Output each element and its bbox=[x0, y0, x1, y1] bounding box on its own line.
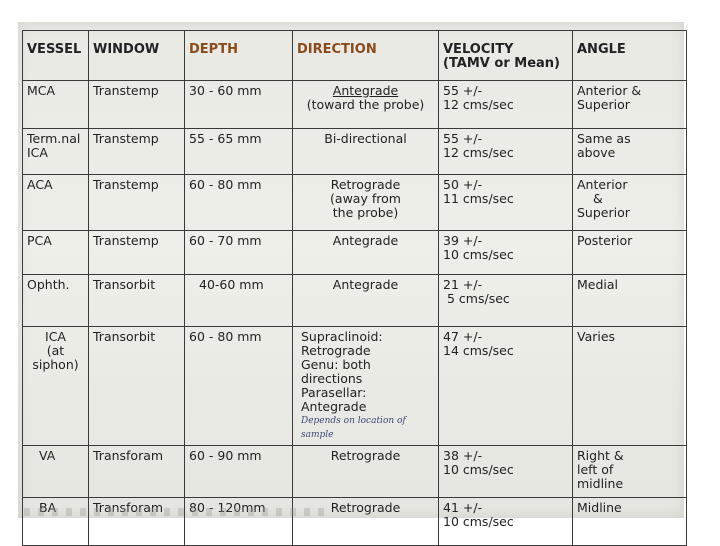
direction-line: Genu: both directions bbox=[301, 357, 371, 386]
cell-velocity bbox=[439, 327, 573, 446]
velocity-line: 11 cms/sec bbox=[443, 191, 514, 206]
cell-window: Transtemp bbox=[89, 175, 185, 231]
cell-depth: 60 - 80 mm bbox=[185, 175, 293, 231]
cell-vessel bbox=[23, 129, 89, 175]
velocity-line: 12 cms/sec bbox=[443, 97, 514, 112]
cell-vessel bbox=[23, 327, 89, 446]
direction-line: Parasellar: Antegrade bbox=[301, 385, 367, 414]
direction-line: Retrograde bbox=[330, 500, 401, 515]
cell-depth: 55 - 65 mm bbox=[185, 129, 293, 175]
cell-velocity bbox=[439, 275, 573, 327]
cell-vessel bbox=[23, 498, 89, 546]
cell-direction bbox=[293, 175, 439, 231]
cell-window: Transorbit bbox=[89, 327, 185, 446]
direction-line: (away from bbox=[330, 191, 401, 206]
direction-line: the probe) bbox=[332, 205, 399, 220]
header-row bbox=[23, 31, 687, 81]
vessel-name: siphon) bbox=[32, 357, 79, 372]
table-row bbox=[23, 175, 687, 231]
table-row bbox=[23, 498, 687, 546]
angle-line: Midline bbox=[577, 500, 622, 515]
vessel-name: VA bbox=[39, 448, 56, 463]
cell-depth: 30 - 60 mm bbox=[185, 81, 293, 129]
cell-velocity bbox=[439, 129, 573, 175]
cell-velocity bbox=[439, 231, 573, 275]
header-angle: ANGLE bbox=[573, 31, 687, 81]
header-depth: DEPTH bbox=[185, 31, 293, 81]
angle-line: above bbox=[577, 145, 616, 160]
table-row bbox=[23, 81, 687, 129]
cell-angle bbox=[573, 231, 687, 275]
cell-depth: 40-60 mm bbox=[185, 275, 293, 327]
vessel-name: ACA bbox=[27, 177, 53, 192]
velocity-line: 41 +/- bbox=[443, 500, 483, 515]
vessel-name: Term.nal bbox=[27, 131, 81, 146]
velocity-line: 21 +/- bbox=[443, 277, 483, 292]
vessel-name: ICA bbox=[27, 145, 48, 160]
velocity-line: 55 +/- bbox=[443, 83, 483, 98]
header-window: WINDOW bbox=[89, 31, 185, 81]
angle-line: Anterior bbox=[577, 177, 628, 192]
table-row bbox=[23, 446, 687, 498]
cell-angle bbox=[573, 81, 687, 129]
vessel-name: PCA bbox=[27, 233, 52, 248]
angle-line: & bbox=[593, 191, 603, 206]
direction-line: Retrograde bbox=[301, 343, 371, 358]
cell-angle bbox=[573, 446, 687, 498]
header-vessel: VESSEL bbox=[23, 31, 89, 81]
cell-velocity bbox=[439, 81, 573, 129]
angle-line: Anterior & bbox=[577, 83, 642, 98]
cell-vessel bbox=[23, 175, 89, 231]
vessel-name: (at bbox=[46, 343, 65, 358]
cell-window: Transforam bbox=[89, 446, 185, 498]
direction-line: Bi-directional bbox=[324, 131, 407, 146]
header-direction-label: DIRECTION bbox=[297, 42, 377, 57]
direction-line: Antegrade bbox=[332, 233, 399, 248]
vessel-name: Ophth. bbox=[27, 277, 70, 292]
direction-line: (toward the probe) bbox=[306, 97, 425, 112]
velocity-line: 50 +/- bbox=[443, 177, 483, 192]
blurred-footer-text bbox=[24, 508, 324, 516]
cell-angle bbox=[573, 129, 687, 175]
velocity-line: 12 cms/sec bbox=[443, 145, 514, 160]
cell-window: Transtemp bbox=[89, 81, 185, 129]
cell-direction bbox=[293, 498, 439, 546]
direction-line: Retrograde bbox=[330, 177, 401, 192]
cell-angle bbox=[573, 275, 687, 327]
cell-velocity bbox=[439, 498, 573, 546]
header-velocity-label: VELOCITY bbox=[443, 42, 514, 57]
cell-velocity bbox=[439, 175, 573, 231]
velocity-line: 10 cms/sec bbox=[443, 462, 514, 477]
angle-line: Posterior bbox=[577, 233, 633, 248]
header-velocity bbox=[439, 31, 573, 81]
direction-line: Supraclinoid: bbox=[301, 329, 383, 344]
direction-line: Antegrade bbox=[332, 83, 399, 98]
cell-depth: 60 - 90 mm bbox=[185, 446, 293, 498]
cell-window: Transtemp bbox=[89, 231, 185, 275]
velocity-line: 5 cms/sec bbox=[447, 291, 510, 306]
cell-vessel bbox=[23, 231, 89, 275]
angle-line: Same as bbox=[577, 131, 631, 146]
table-row bbox=[23, 327, 687, 446]
cell-angle bbox=[573, 175, 687, 231]
velocity-line: 38 +/- bbox=[443, 448, 483, 463]
cell-direction bbox=[293, 81, 439, 129]
vessel-name: BA bbox=[39, 500, 57, 515]
cell-velocity bbox=[439, 446, 573, 498]
velocity-line: 10 cms/sec bbox=[443, 247, 514, 262]
angle-line: Medial bbox=[577, 277, 619, 292]
cell-depth: 60 - 70 mm bbox=[185, 231, 293, 275]
angle-line: left of bbox=[577, 462, 614, 477]
table-row bbox=[23, 231, 687, 275]
cell-angle bbox=[573, 498, 687, 546]
velocity-line: 14 cms/sec bbox=[443, 343, 514, 358]
cell-depth: 80 - 120mm bbox=[185, 498, 293, 546]
angle-line: midline bbox=[577, 476, 624, 491]
velocity-line: 47 +/- bbox=[443, 329, 483, 344]
velocity-line: 55 +/- bbox=[443, 131, 483, 146]
cell-window: Transtemp bbox=[89, 129, 185, 175]
angle-line: Right & bbox=[577, 448, 624, 463]
cell-direction bbox=[293, 327, 439, 446]
velocity-line: 10 cms/sec bbox=[443, 514, 514, 529]
cell-angle bbox=[573, 327, 687, 446]
table-row bbox=[23, 129, 687, 175]
photo-of-printed-table bbox=[18, 22, 684, 529]
angle-line: Superior bbox=[577, 97, 630, 112]
direction-line: Antegrade bbox=[332, 277, 399, 292]
cell-vessel bbox=[23, 81, 89, 129]
cell-direction bbox=[293, 275, 439, 327]
cell-vessel bbox=[23, 275, 89, 327]
vessel-name: ICA bbox=[45, 329, 66, 344]
vessel-name: MCA bbox=[27, 83, 56, 98]
angle-line: Superior bbox=[577, 205, 630, 220]
angle-line: Varies bbox=[577, 329, 616, 344]
cell-window: Transforam bbox=[89, 498, 185, 546]
cell-depth: 60 - 80 mm bbox=[185, 327, 293, 446]
tcd-reference-table bbox=[22, 30, 687, 546]
table-row bbox=[23, 275, 687, 327]
cell-window: Transorbit bbox=[89, 275, 185, 327]
velocity-line: 39 +/- bbox=[443, 233, 483, 248]
cell-direction bbox=[293, 231, 439, 275]
direction-line: Retrograde bbox=[330, 448, 401, 463]
handwritten-note: Depends on location of sample bbox=[301, 416, 406, 440]
header-direction bbox=[293, 31, 439, 81]
cell-direction bbox=[293, 129, 439, 175]
cell-direction bbox=[293, 446, 439, 498]
cell-vessel bbox=[23, 446, 89, 498]
header-velocity-sub: (TAMV or Mean) bbox=[443, 56, 560, 71]
